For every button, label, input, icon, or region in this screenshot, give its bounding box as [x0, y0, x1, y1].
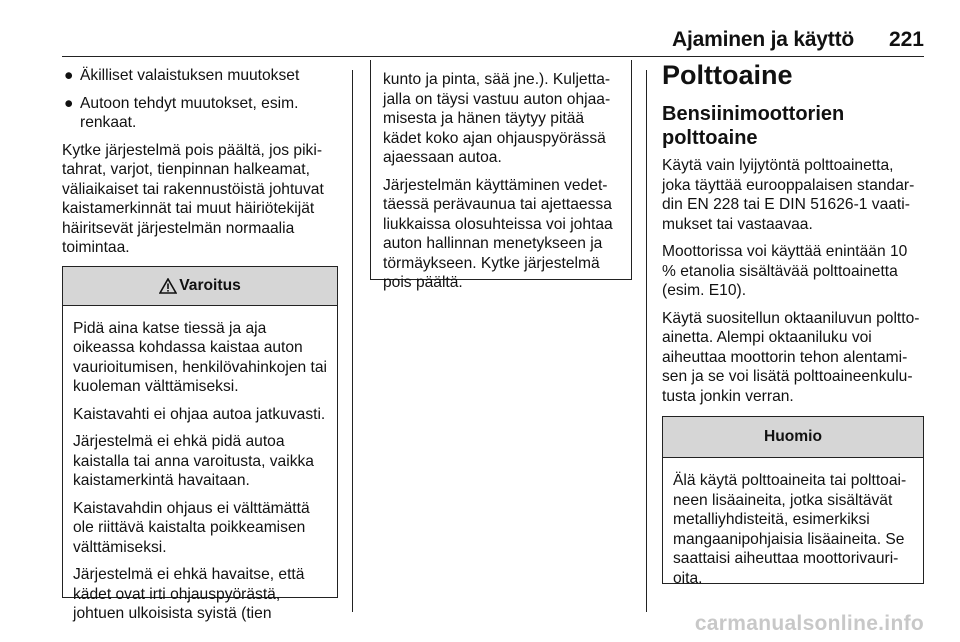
warning-paragraph: Kaistavahdin ohjaus ei välttämättä ole riittävä kaistalta poikkeamisen välttämiseksi. [73, 499, 310, 556]
bullet-list [62, 66, 338, 133]
warning-paragraph: kunto ja pinta, sää jne.). Kuljettajalla on täysi vastuu auton ohjaamisesta ja hänen täytyy pitää kädet koko ajan ohjauspyörässä ajaessaan autoa. [383, 71, 611, 166]
warning-paragraph: Järjestelmä ei ehkä pidä autoa kaistalla tai anna varoitusta, vaikka kaistamerkintä havaitaan. [73, 433, 314, 489]
warning-triangle-icon [159, 278, 177, 294]
warning-label: Varoitus [179, 276, 241, 294]
note-paragraph: Älä käytä polttoaineita tai polttoaineen lisäaineita, jotka sisältävät metalliyhdisteitä, esimerkiksi mangaanipohjaisia lisäaineita. Se saattaisi aiheuttaa moottorivaurioita. [673, 472, 907, 587]
body-paragraph: Kytke järjestelmä pois päältä, jos pikitahrat, varjot, tienpinnan halkeamat, väliaikaiset tai rakennustöistä johtuvat kaistamerkinnät tai muut häiriötekijät häiritsevät järjestelmän normaalia toimintaa. [62, 141, 324, 256]
body-paragraph: Käytä suositellun oktaaniluvun polttoainetta. Alempi oktaaniluku voi aiheuttaa moottorin tehon alentamisen ja se voi lisätä polttoaineenkulutusta jonkin verran. [662, 309, 920, 405]
warning-paragraph: Järjestelmä ei ehkä havaitse, että kädet ovat irti ohjauspyörästä, johtuen ulkoisista syistä (tien [73, 566, 305, 622]
body-paragraph: Käytä vain lyijytöntä polttoainetta, joka täyttää eurooppalaisen standardin EN 228 tai E DIN 51626-1 vaatimukset tai vastaavaa. [662, 157, 915, 233]
bullet-icon: ● [64, 67, 74, 84]
section-heading: Polttoaine [662, 60, 793, 90]
warning-body [63, 306, 337, 624]
note-header: Huomio [663, 417, 923, 458]
section-title: Ajaminen ja käyttö [672, 28, 854, 51]
note-box [662, 416, 924, 587]
page-number: 221 [888, 28, 924, 51]
watermark: carmanualsonline.info [694, 612, 924, 635]
column-3 [662, 60, 924, 587]
warning-box [62, 266, 338, 622]
warning-box-continued [370, 60, 632, 291]
note-body [663, 458, 923, 588]
warning-paragraph: Pidä aina katse tiessä ja aja oikeassa kohdassa kaistaa auton vaurioitumisen, henkilövahinkojen tai kuoleman välttämiseksi. [73, 319, 327, 395]
bullet-icon: ● [64, 94, 74, 112]
warning-paragraph: Kaistavahti ei ohjaa autoa jatkuvasti. [73, 405, 326, 423]
list-item: ● Äkilliset valaistuksen muutokset [64, 67, 300, 84]
body-paragraph: Moottorissa voi käyttää enintään 10 % etanolia sisältävää polttoainetta (esim. E10). [662, 243, 908, 299]
column-1 [62, 66, 338, 622]
column-divider [352, 70, 353, 612]
column-divider [646, 70, 647, 612]
subsection-heading: Bensiinimoottorien polttoaine [662, 103, 845, 149]
list-item: ● Autoon tehdyt muutokset, esim. renkaat. [64, 94, 299, 131]
warning-header [63, 267, 337, 306]
warning-paragraph: Järjestelmän käyttäminen vedettäessä perävaunua tai ajettaessa liukkaissa olosuhteissa voi johtaa auton hallinnan menetykseen ja törmäykseen. Kytke järjestelmä pois päältä. [383, 176, 613, 291]
page-header [62, 22, 924, 57]
